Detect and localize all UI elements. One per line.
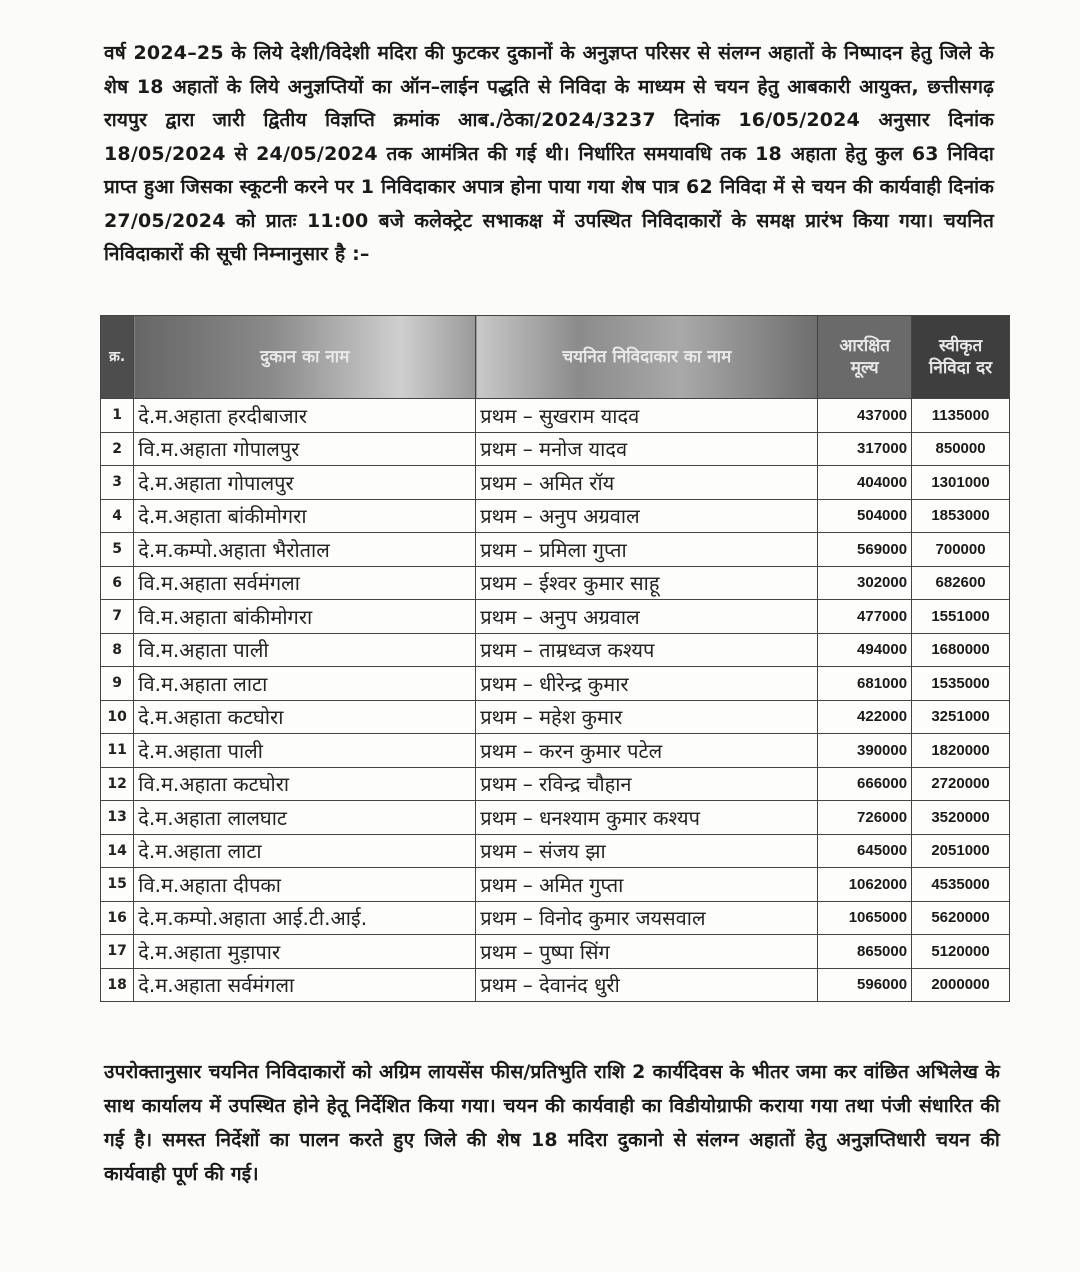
header-accepted-line1: स्वीकृत xyxy=(938,336,983,356)
row-reserve-price: 390000 xyxy=(818,734,912,768)
row-accepted-bid: 1680000 xyxy=(912,633,1010,667)
row-bidder-name: प्रथम – धीरेन्द्र कुमार xyxy=(476,667,818,701)
row-accepted-bid: 1551000 xyxy=(912,600,1010,634)
row-shop-name: दे.म.अहाता लालघाट xyxy=(134,801,476,835)
table-row xyxy=(101,767,1010,801)
row-reserve-price: 422000 xyxy=(818,700,912,734)
row-serial-number: 14 xyxy=(101,834,134,868)
selected-bidders-table xyxy=(100,315,1010,1002)
row-accepted-bid: 3251000 xyxy=(912,700,1010,734)
table-row xyxy=(101,466,1010,500)
table-row xyxy=(101,600,1010,634)
row-reserve-price: 1062000 xyxy=(818,868,912,902)
row-serial-number: 12 xyxy=(101,767,134,801)
row-shop-name: वि.म.अहाता गोपालपुर xyxy=(134,432,476,466)
row-shop-name: दे.म.अहाता पाली xyxy=(134,734,476,768)
row-serial-number: 15 xyxy=(101,868,134,902)
row-bidder-name: प्रथम – रविन्द्र चौहान xyxy=(476,767,818,801)
row-accepted-bid: 700000 xyxy=(912,533,1010,567)
row-reserve-price: 596000 xyxy=(818,968,912,1002)
row-serial-number: 3 xyxy=(101,466,134,500)
row-shop-name: वि.म.अहाता बांकीमोगरा xyxy=(134,600,476,634)
row-reserve-price: 437000 xyxy=(818,399,912,433)
table-row xyxy=(101,667,1010,701)
row-bidder-name: प्रथम – करन कुमार पटेल xyxy=(476,734,818,768)
row-shop-name: दे.म.अहाता गोपालपुर xyxy=(134,466,476,500)
table-row xyxy=(101,968,1010,1002)
intro-paragraph: वर्ष 2024–25 के लिये देशी/विदेशी मदिरा की फुटकर दुकानों के अनुज्ञप्त परिसर से संलग्न अहातों के निष्पादन हेतु जिले के शेष 18 अहातों के लिये अनुज्ञप्तियों का ऑन–लाईन पद्धति से निविदा के माध्यम से चयन हेतु आबकारी आयुक्त, छत्तीसगढ़ रायपुर द्वारा जारी द्वितीय विज्ञप्ति क्रमांक आब./ठेका/2024/3237 दिनांक 16/05/2024 अनुसार दिनांक 18/05/2024 से 24/05/2024 तक आमंत्रित की गई थी। निर्धारित समयावधि तक 18 अहाता हेतु कुल 63 निविदा प्राप्त हुआ जिसका स्कूटनी करने पर 1 निविदाकार अपात्र होना पाया गया शेष पात्र 62 निविदा में से चयन की कार्यवाही दिनांक 27/05/2024 को प्रातः 11:00 बजे कलेक्ट्रेट सभाकक्ष में उपस्थित निविदाकारों के समक्ष प्रारंभ किया गया। चयनित निविदाकारों की सूची निम्नानुसार है :– xyxy=(104,42,994,265)
row-reserve-price: 302000 xyxy=(818,566,912,600)
row-bidder-name: प्रथम – प्रमिला गुप्ता xyxy=(476,533,818,567)
header-accepted-line2: निविदा दर xyxy=(929,358,993,378)
row-reserve-price: 404000 xyxy=(818,466,912,500)
table-row xyxy=(101,901,1010,935)
row-accepted-bid: 5620000 xyxy=(912,901,1010,935)
header-accepted-bid xyxy=(912,316,1010,399)
row-accepted-bid: 5120000 xyxy=(912,935,1010,969)
row-reserve-price: 494000 xyxy=(818,633,912,667)
row-bidder-name: प्रथम – महेश कुमार xyxy=(476,700,818,734)
row-reserve-price: 865000 xyxy=(818,935,912,969)
row-shop-name: दे.म.अहाता कटघोरा xyxy=(134,700,476,734)
row-accepted-bid: 3520000 xyxy=(912,801,1010,835)
row-serial-number: 6 xyxy=(101,566,134,600)
row-reserve-price: 477000 xyxy=(818,600,912,634)
row-bidder-name: प्रथम – ईश्वर कुमार साहू xyxy=(476,566,818,600)
table-row xyxy=(101,734,1010,768)
row-shop-name: दे.म.अहाता बांकीमोगरा xyxy=(134,499,476,533)
table-row xyxy=(101,633,1010,667)
row-serial-number: 4 xyxy=(101,499,134,533)
row-accepted-bid: 1853000 xyxy=(912,499,1010,533)
row-bidder-name: प्रथम – अनुप अग्रवाल xyxy=(476,499,818,533)
closing-paragraph: उपरोक्तानुसार चयनित निविदाकारों को अग्रिम लायसेंस फीस/प्रतिभुति राशि 2 कार्यदिवस के भीतर जमा कर वांछित अभिलेख के साथ कार्यालय में उपस्थित होने हेतू निर्देशित किया गया। चयन की कार्यवाही का विडीयोग्राफी कराया गया तथा पंजी संधारित की गई है। समस्त निर्देशों का पालन करते हुए जिले की शेष 18 मदिरा दुकानो से संलग्न अहातों हेतु अनुज्ञप्तिधारी चयन की कार्यवाही पूर्ण की गई। xyxy=(104,1061,1000,1185)
row-bidder-name: प्रथम – पुष्पा सिंग xyxy=(476,935,818,969)
row-accepted-bid: 850000 xyxy=(912,432,1010,466)
row-shop-name: वि.म.अहाता सर्वमंगला xyxy=(134,566,476,600)
row-serial-number: 7 xyxy=(101,600,134,634)
row-accepted-bid: 4535000 xyxy=(912,868,1010,902)
header-serial-number: क्र. xyxy=(101,316,134,399)
row-serial-number: 10 xyxy=(101,700,134,734)
row-bidder-name: प्रथम – अमित रॉय xyxy=(476,466,818,500)
row-bidder-name: प्रथम – मनोज यादव xyxy=(476,432,818,466)
header-reserve-line1: आरक्षित xyxy=(839,336,890,356)
row-reserve-price: 726000 xyxy=(818,801,912,835)
row-shop-name: दे.म.कम्पो.अहाता आई.टी.आई. xyxy=(134,901,476,935)
row-serial-number: 13 xyxy=(101,801,134,835)
row-serial-number: 11 xyxy=(101,734,134,768)
row-accepted-bid: 682600 xyxy=(912,566,1010,600)
row-reserve-price: 666000 xyxy=(818,767,912,801)
row-shop-name: वि.म.अहाता दीपका xyxy=(134,868,476,902)
row-accepted-bid: 1135000 xyxy=(912,399,1010,433)
row-shop-name: दे.म.अहाता हरदीबाजार xyxy=(134,399,476,433)
row-serial-number: 1 xyxy=(101,399,134,433)
table-row xyxy=(101,566,1010,600)
row-accepted-bid: 2000000 xyxy=(912,968,1010,1002)
row-accepted-bid: 1535000 xyxy=(912,667,1010,701)
table-header-row xyxy=(101,316,1010,399)
row-serial-number: 2 xyxy=(101,432,134,466)
header-shop-name: दुकान का नाम xyxy=(134,316,476,399)
row-serial-number: 9 xyxy=(101,667,134,701)
row-bidder-name: प्रथम – सुखराम यादव xyxy=(476,399,818,433)
row-reserve-price: 569000 xyxy=(818,533,912,567)
row-bidder-name: प्रथम – अमित गुप्ता xyxy=(476,868,818,902)
row-shop-name: दे.म.अहाता सर्वमंगला xyxy=(134,968,476,1002)
row-accepted-bid: 1301000 xyxy=(912,466,1010,500)
header-reserve-line2: मूल्य xyxy=(850,358,879,378)
row-shop-name: वि.म.अहाता लाटा xyxy=(134,667,476,701)
table-row xyxy=(101,432,1010,466)
row-reserve-price: 1065000 xyxy=(818,901,912,935)
table-row xyxy=(101,499,1010,533)
row-shop-name: वि.म.अहाता पाली xyxy=(134,633,476,667)
row-bidder-name: प्रथम – संजय झा xyxy=(476,834,818,868)
row-reserve-price: 504000 xyxy=(818,499,912,533)
row-accepted-bid: 2720000 xyxy=(912,767,1010,801)
table-row xyxy=(101,935,1010,969)
row-accepted-bid: 2051000 xyxy=(912,834,1010,868)
table-row xyxy=(101,834,1010,868)
header-selected-bidder: चयनित निविदाकार का नाम xyxy=(476,316,818,399)
row-bidder-name: प्रथम – अनुप अग्रवाल xyxy=(476,600,818,634)
table-row xyxy=(101,868,1010,902)
row-reserve-price: 317000 xyxy=(818,432,912,466)
table-row xyxy=(101,533,1010,567)
table-row xyxy=(101,801,1010,835)
row-shop-name: दे.म.कम्पो.अहाता भैरोताल xyxy=(134,533,476,567)
row-bidder-name: प्रथम – विनोद कुमार जयसवाल xyxy=(476,901,818,935)
row-serial-number: 16 xyxy=(101,901,134,935)
table-body xyxy=(101,399,1010,1002)
row-reserve-price: 681000 xyxy=(818,667,912,701)
row-bidder-name: प्रथम – ताम्रध्वज कश्यप xyxy=(476,633,818,667)
row-bidder-name: प्रथम – देवानंद धुरी xyxy=(476,968,818,1002)
row-serial-number: 18 xyxy=(101,968,134,1002)
table-row xyxy=(101,700,1010,734)
row-serial-number: 5 xyxy=(101,533,134,567)
header-reserve-price xyxy=(818,316,912,399)
row-shop-name: दे.म.अहाता लाटा xyxy=(134,834,476,868)
row-serial-number: 17 xyxy=(101,935,134,969)
table-row xyxy=(101,399,1010,433)
row-shop-name: वि.म.अहाता कटघोरा xyxy=(134,767,476,801)
row-accepted-bid: 1820000 xyxy=(912,734,1010,768)
row-serial-number: 8 xyxy=(101,633,134,667)
row-bidder-name: प्रथम – धनश्याम कुमार कश्यप xyxy=(476,801,818,835)
row-reserve-price: 645000 xyxy=(818,834,912,868)
row-shop-name: दे.म.अहाता मुड़ापार xyxy=(134,935,476,969)
